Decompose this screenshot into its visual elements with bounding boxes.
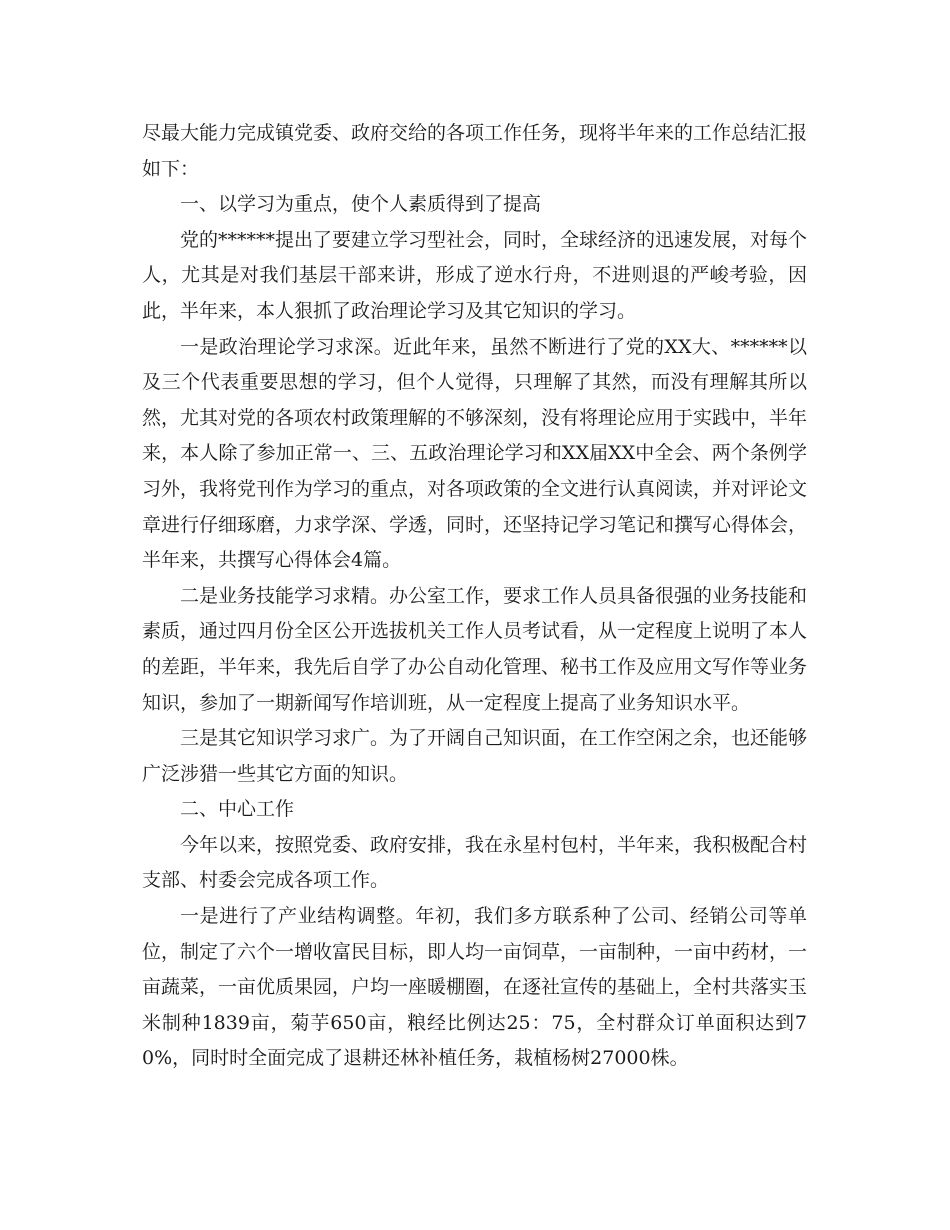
section-heading-central-work: 二、中心工作 xyxy=(180,798,295,821)
paragraph-other-knowledge: 三是其它知识学习求广。为了开阔自己知识面，在工作空闲之余，也还能够广泛涉猎一些其它方面的知识。 xyxy=(142,727,808,785)
paragraph-central-work-intro: 今年以来，按照党委、政府安排，我在永星村包村，半年来，我积极配合村支部、村委会完成各项工作。 xyxy=(142,833,808,892)
paragraph-intro-continuation: 尽最大能力完成镇党委、政府交给的各项工作任务，现将半年来的工作总结汇报如下： xyxy=(142,122,808,180)
paragraph-business-skills: 二是业务技能学习求精。办公室工作，要求工作人员具备很强的业务技能和素质，通过四月份全区公开选拔机关工作人员考试看，从一定程度上说明了本人的差距，半年来，我先后自学了办公自动化管理、秘书工作及应用文写作等业务知识，参加了一期新闻写作培训班，从一定程度上提高了业务知识水平。 xyxy=(142,584,808,714)
section-heading-study: 一、以学习为重点，使个人素质得到了提高 xyxy=(180,193,542,216)
paragraph-study-overview: 党的******提出了要建立学习型社会，同时，全球经济的迅速发展，对每个人，尤其是对我们基层干部来讲，形成了逆水行舟，不进则退的严峻考验，因此，半年来，本人狠抓了政治理论学习及其它知识的学习。 xyxy=(142,228,808,322)
paragraph-political-theory: 一是政治理论学习求深。近此年来，虽然不断进行了党的XX大、******以及三个代表重要思想的学习，但个人觉得，只理解了其然，而没有理解其所以然，尤其对党的各项农村政策理解的不够深刻，没有将理论应用于实践中，半年来，本人除了参加正常一、三、五政治理论学习和XX届XX中全会、两个条例学习外，我将党刊作为学习的重点，对各项政策的全文进行认真阅读，并对评论文章进行仔细琢磨，力求学深、学透，同时，还坚持记学习笔记和撰写心得体会，半年来，共撰写心得体会4篇。 xyxy=(142,335,808,572)
paragraph-industry-restructuring: 一是进行了产业结构调整。年初，我们多方联系种了公司、经销公司等单位，制定了六个一增收富民目标，即人均一亩饲草，一亩制种，一亩中药材，一亩蔬菜，一亩优质果园，户均一座暖棚圈，在逐社宣传的基础上，全村共落实玉米制种1839亩，菊芋650亩，粮经比例达25：75，全村群众订单面积达到70%，同时时全面完成了退耕还林补植任务，栽植杨树27000株。 xyxy=(142,905,808,1070)
document-body xyxy=(142,116,807,1077)
